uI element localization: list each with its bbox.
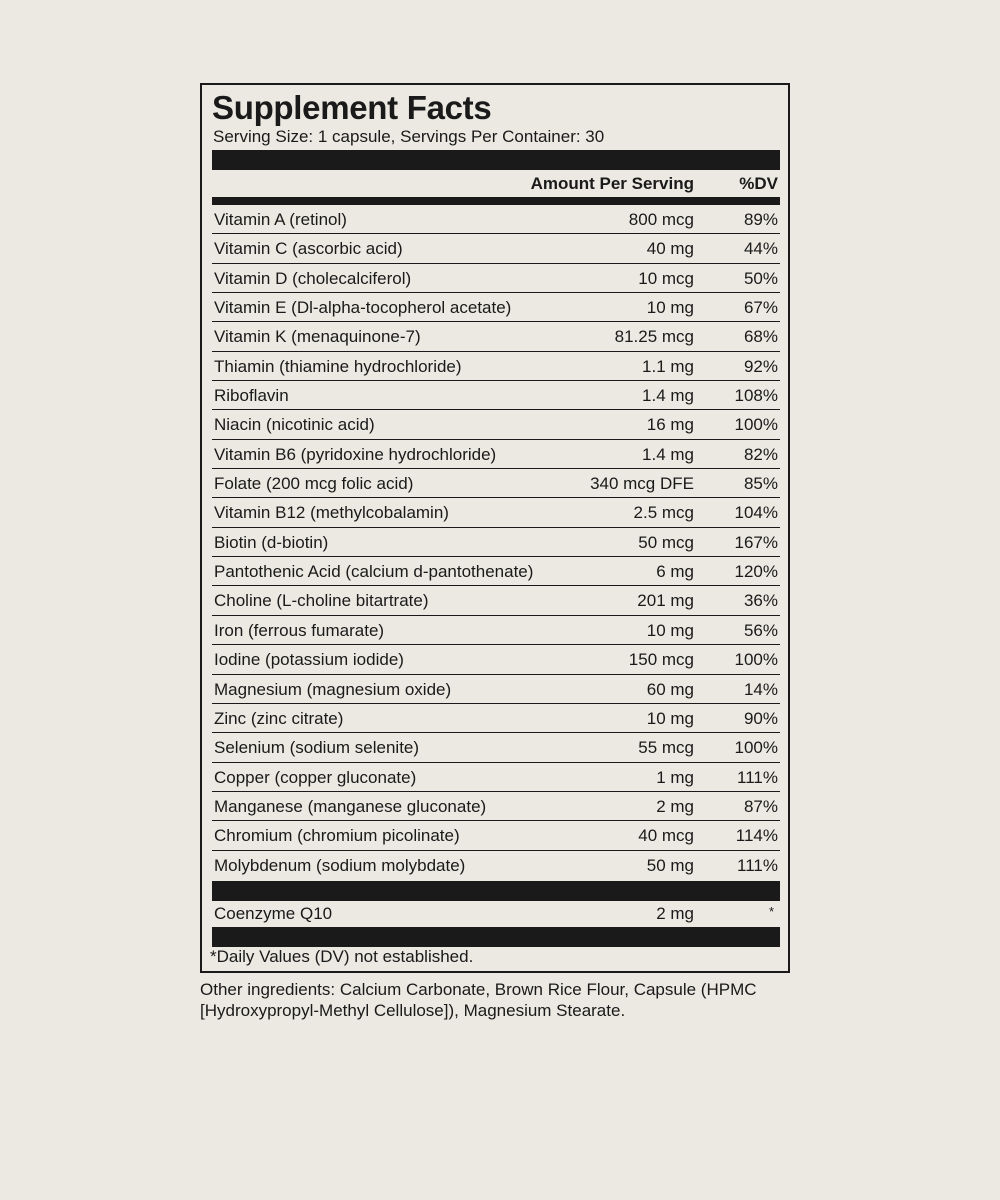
- nutrient-row: [212, 469, 780, 498]
- nutrient-daily-value: 44%: [743, 239, 778, 259]
- nutrient-amount: 6 mg: [656, 562, 694, 582]
- nutrient-row: [212, 528, 780, 557]
- nutrient-name: Vitamin D (cholecalciferol): [214, 268, 412, 288]
- nutrient-row: [212, 557, 780, 586]
- nutrient-name: Selenium (sodium selenite): [214, 738, 420, 758]
- nutrient-name: Choline (L-choline bitartrate): [214, 591, 429, 611]
- daily-value-header: %DV: [739, 174, 778, 193]
- nutrient-name: Molybdenum (sodium molybdate): [214, 855, 466, 875]
- nutrient-amount: 1.4 mg: [642, 444, 694, 464]
- nutrient-daily-value: 68%: [743, 327, 778, 347]
- nutrient-amount: 50 mg: [646, 855, 694, 875]
- supplement-facts-panel: [200, 83, 790, 973]
- nutrient-amount: 60 mg: [646, 679, 694, 699]
- nutrient-daily-value: 67%: [743, 298, 778, 318]
- nutrient-name: Manganese (manganese gluconate): [214, 796, 487, 816]
- nutrient-name: Vitamin B6 (pyridoxine hydrochloride): [214, 444, 497, 464]
- nutrient-row: [212, 322, 780, 351]
- nutrient-name: Chromium (chromium picolinate): [214, 826, 460, 846]
- nutrient-amount: 50 mcg: [638, 532, 694, 552]
- nutrient-amount: 10 mg: [646, 620, 694, 640]
- nutrient-name: Iron (ferrous fumarate): [214, 620, 385, 640]
- nutrient-amount: 10 mg: [646, 708, 694, 728]
- nutrient-amount: 800 mcg: [628, 210, 694, 229]
- other-ingredients: Other ingredients: Calcium Carbonate, Brown Rice Flour, Capsule (HPMC [Hydroxypropyl-Methyl Cellulose]), Magnesium Stearate.: [200, 980, 757, 1020]
- nutrient-row: [212, 498, 780, 527]
- nutrient-amount: 201 mg: [637, 591, 694, 611]
- nutrient-daily-value: 14%: [743, 679, 778, 699]
- nutrient-name: Copper (copper gluconate): [214, 767, 417, 787]
- nutrient-daily-value: 89%: [743, 210, 778, 229]
- nutrient-row: [212, 851, 780, 880]
- nutrient-name: Biotin (d-biotin): [214, 532, 329, 552]
- nutrient-daily-value: 104%: [734, 503, 778, 523]
- nutrient-daily-value: 82%: [743, 444, 778, 464]
- nutrient-amount: 40 mg: [646, 239, 694, 259]
- nutrient-daily-value: 114%: [735, 826, 778, 846]
- nutrient-amount: 16 mg: [646, 415, 694, 435]
- nutrient-row: [212, 293, 780, 322]
- nutrient-daily-value: 50%: [743, 268, 778, 288]
- nutrient-daily-value: 111%: [737, 767, 778, 787]
- nutrient-amount: 150 mcg: [628, 650, 694, 670]
- nutrient-name: Niacin (nicotinic acid): [214, 415, 375, 435]
- nutrient-row: [212, 763, 780, 792]
- column-header-row: [212, 171, 780, 197]
- nutrient-amount: 2.5 mcg: [633, 503, 694, 523]
- nutrient-name: Vitamin K (menaquinone-7): [214, 327, 421, 347]
- nutrient-daily-value: 87%: [743, 796, 778, 816]
- nutrient-daily-value: 120%: [734, 562, 778, 582]
- nutrient-name: Thiamin (thiamine hydrochloride): [214, 356, 462, 376]
- nutrient-name: Magnesium (magnesium oxide): [214, 679, 452, 699]
- nutrient-row: [212, 440, 780, 469]
- nutrient-row: [212, 586, 780, 615]
- nutrient-name: Folate (200 mcg folic acid): [214, 474, 414, 494]
- divider-bar: [212, 927, 780, 947]
- nutrient-row: [212, 616, 780, 645]
- nutrient-amount: 1 mg: [656, 767, 694, 787]
- nutrient-row-coenzyme-q10: [212, 902, 780, 926]
- nutrient-row: [212, 675, 780, 704]
- nutrient-name: Iodine (potassium iodide): [214, 650, 404, 670]
- nutrient-row: [212, 205, 780, 234]
- nutrient-name: Vitamin A (retinol): [214, 210, 347, 229]
- nutrient-name: Vitamin E (Dl-alpha-tocopherol acetate): [214, 298, 512, 318]
- nutrient-daily-value: 111%: [737, 855, 778, 875]
- nutrient-amount: 2 mg: [656, 796, 694, 816]
- divider-bar: [212, 881, 780, 901]
- serving-info: Serving Size: 1 capsule, Servings Per Container: 30: [213, 127, 605, 146]
- divider-bar: [212, 197, 780, 205]
- nutrient-daily-value: 100%: [734, 650, 778, 670]
- nutrient-amount: 81.25 mcg: [614, 327, 694, 347]
- nutrient-amount: 10 mcg: [638, 268, 694, 288]
- nutrient-daily-value: 108%: [734, 386, 778, 406]
- nutrient-name: Riboflavin: [214, 386, 289, 406]
- nutrient-row: [212, 821, 780, 850]
- nutrient-amount: 55 mcg: [638, 738, 694, 758]
- nutrient-daily-value: *: [768, 904, 774, 919]
- amount-per-serving-header: Amount Per Serving: [530, 174, 694, 193]
- nutrient-daily-value: 100%: [734, 738, 778, 758]
- nutrient-daily-value: 90%: [743, 708, 778, 728]
- nutrient-row: [212, 792, 780, 821]
- nutrient-amount: 1.4 mg: [642, 386, 694, 406]
- nutrient-name: Zinc (zinc citrate): [214, 708, 344, 728]
- nutrient-list: [212, 205, 780, 880]
- nutrient-daily-value: 85%: [743, 474, 778, 494]
- nutrient-name: Vitamin C (ascorbic acid): [214, 239, 403, 259]
- nutrient-row: [212, 704, 780, 733]
- nutrient-row: [212, 645, 780, 674]
- nutrient-amount: 1.1 mg: [642, 356, 694, 376]
- nutrient-amount: 10 mg: [646, 298, 694, 318]
- nutrient-amount: 40 mcg: [638, 826, 694, 846]
- nutrient-name: Coenzyme Q10: [214, 904, 333, 923]
- nutrient-row: [212, 733, 780, 762]
- nutrient-row: [212, 264, 780, 293]
- nutrient-amount: 340 mcg DFE: [590, 474, 694, 494]
- nutrient-daily-value: 167%: [734, 532, 778, 552]
- nutrient-amount: 2 mg: [656, 904, 694, 923]
- nutrient-row: [212, 410, 780, 439]
- nutrient-row: [212, 381, 780, 410]
- nutrient-daily-value: 36%: [743, 591, 778, 611]
- nutrient-daily-value: 100%: [734, 415, 778, 435]
- nutrient-name: Vitamin B12 (methylcobalamin): [214, 503, 449, 523]
- nutrient-row: [212, 234, 780, 263]
- nutrient-row: [212, 352, 780, 381]
- nutrient-daily-value: 92%: [743, 356, 778, 376]
- nutrient-daily-value: 56%: [743, 620, 778, 640]
- nutrient-name: Pantothenic Acid (calcium d-pantothenate): [214, 562, 534, 582]
- panel-title: Supplement Facts: [212, 89, 492, 126]
- divider-bar: [212, 150, 780, 170]
- daily-value-footnote: *Daily Values (DV) not established.: [210, 947, 474, 966]
